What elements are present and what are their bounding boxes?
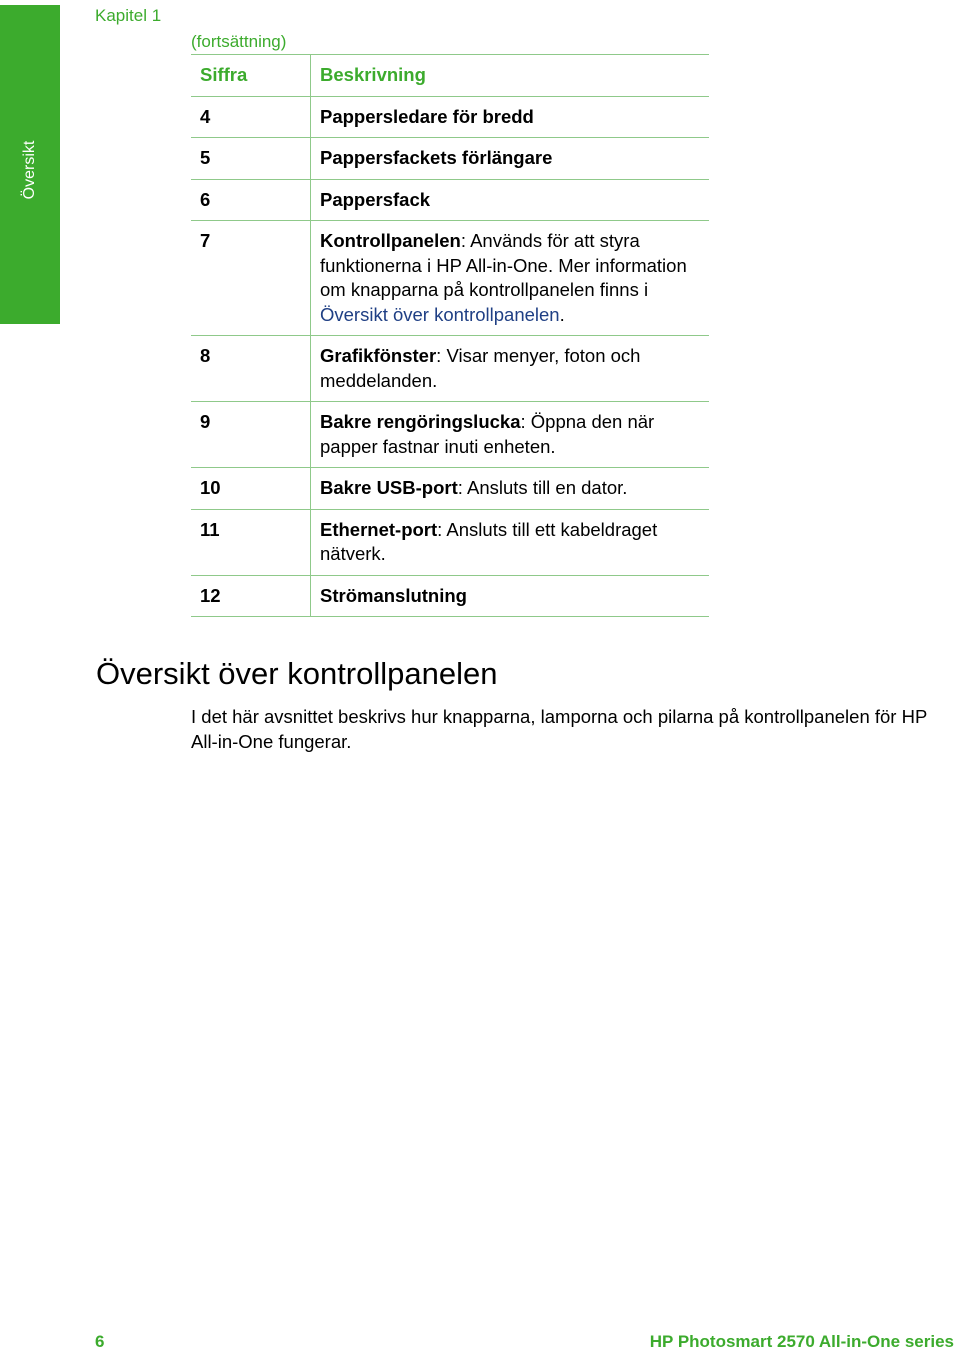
table-row — [191, 96, 709, 138]
row-number: 10 — [191, 468, 311, 510]
row-number: 12 — [191, 575, 311, 617]
row-number: 8 — [191, 336, 311, 402]
row-description — [311, 336, 710, 402]
row-number: 6 — [191, 179, 311, 221]
table-row — [191, 575, 709, 617]
side-tab — [0, 5, 60, 324]
section-intro: I det här avsnittet beskrivs hur knapparna, lamporna och pilarna på kontrollpanelen för HP All-in-One fungerar. — [191, 706, 927, 752]
row-term: Pappersfackets förlängare — [320, 147, 553, 168]
row-description — [311, 509, 710, 575]
row-description — [311, 402, 710, 468]
table-header-row — [191, 55, 709, 97]
row-term: Bakre USB-port — [320, 477, 458, 498]
row-description — [311, 468, 710, 510]
table-row — [191, 402, 709, 468]
row-term: Pappersfack — [320, 188, 431, 210]
row-description — [311, 138, 710, 180]
table-row — [191, 138, 709, 180]
row-description — [311, 179, 710, 221]
table-row — [191, 221, 709, 336]
chapter-header: Kapitel 1 — [95, 6, 162, 25]
continued-label: (fortsättning) — [191, 32, 287, 51]
row-description — [311, 221, 710, 336]
row-description — [311, 575, 710, 617]
control-panel-overview-link[interactable]: Översikt över kontrollpanelen — [320, 303, 560, 325]
row-term: Bakre rengöringslucka — [320, 411, 521, 432]
row-number: 4 — [191, 96, 311, 138]
row-text: : Öppna den när papper fastnar inuti enheten. — [320, 411, 655, 457]
table-row — [191, 336, 709, 402]
column-header-description: Beskrivning — [311, 55, 710, 97]
row-number: 5 — [191, 138, 311, 180]
page-number: 6 — [95, 1332, 105, 1351]
column-header-number: Siffra — [191, 55, 311, 97]
row-number: 7 — [191, 221, 311, 336]
row-number: 11 — [191, 509, 311, 575]
table-row — [191, 179, 709, 221]
row-text: : Ansluts till ett kabeldraget nätverk. — [320, 518, 658, 564]
table-row — [191, 468, 709, 510]
row-number: 9 — [191, 402, 311, 468]
row-description — [311, 96, 710, 138]
row-term: Pappersledare för bredd — [320, 105, 534, 127]
footer-product-title: HP Photosmart 2570 All-in-One series — [649, 1332, 954, 1351]
row-text: : Visar menyer, foton och meddelanden. — [320, 345, 641, 391]
row-term: Kontrollpanelen — [320, 230, 461, 251]
section-title: Översikt över kontrollpanelen — [96, 656, 498, 691]
table-row — [191, 509, 709, 575]
side-tab-label: Översikt — [21, 140, 38, 200]
parts-table — [191, 54, 709, 617]
row-text-end: . — [559, 303, 565, 325]
row-text: : Ansluts till en dator. — [457, 477, 628, 498]
row-term: Ethernet-port — [320, 518, 438, 540]
row-text: : Används för att styra funktionerna i HP All-in-One. Mer information om knapparna på kontrollpanelen finns i — [320, 230, 687, 300]
row-term: Strömanslutning — [320, 584, 467, 606]
row-term: Grafikfönster — [320, 345, 437, 366]
